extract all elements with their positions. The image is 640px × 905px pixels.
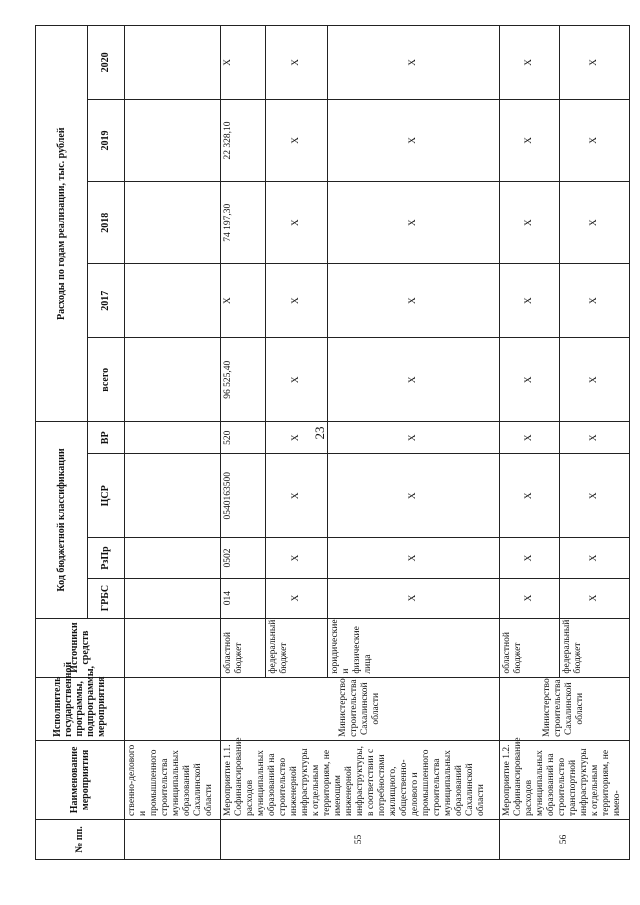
row55-executor: Министерство строительства Сахалинской области — [221, 677, 499, 740]
row55-source-1: федеральный бюджет — [265, 618, 327, 677]
row56-source-0: областной бюджет — [499, 618, 560, 677]
row56-2018-1: X — [560, 182, 630, 264]
row55-name: Мероприятие 1.1. Софинансирование расходов муниципальных образований на строительство инженерной инфраструктуры к отдельным территориям, не имеющим инженерной инфраструктуры, в соответствии с потребностями жилищного, общественно-делового и промышленного строительства муниципальных образований Сахалинской области — [221, 740, 499, 819]
table-row — [221, 26, 265, 860]
row55-csr-1: X — [265, 454, 327, 538]
row55-2018-1: X — [265, 182, 327, 264]
row56-2017-1: X — [560, 264, 630, 338]
row55-rzpr-1: X — [265, 538, 327, 578]
cont-num — [124, 819, 220, 859]
row55-2017-0: X — [221, 264, 265, 338]
row55-2020-0: X — [221, 26, 265, 100]
header-total: всего — [87, 338, 124, 422]
row55-grbs-0: 014 — [221, 578, 265, 618]
row55-grbs-2: X — [327, 578, 499, 618]
page-number: 23 — [312, 426, 327, 440]
row55-rzpr-2: X — [327, 538, 499, 578]
row56-2019-1: X — [560, 99, 630, 181]
cont-name: ственно-делового и промышленного строительства муниципальных образований Сахалинской области — [124, 740, 220, 819]
header-rzpr: РзПр — [87, 538, 124, 578]
row55-2019-1: X — [265, 99, 327, 181]
header-budget-code: Код бюджетной классификации — [36, 422, 88, 618]
row55-total-0: 96 525,40 — [221, 338, 265, 422]
row55-rzpr-0: 0502 — [221, 538, 265, 578]
row56-csr-0: X — [499, 454, 560, 538]
row55-2017-1: X — [265, 264, 327, 338]
row56-total-0: X — [499, 338, 560, 422]
row56-csr-1: X — [560, 454, 630, 538]
row56-name: Мероприятие 1.2. Софинансирование расходов муниципальных образований на строительство транспортной инфраструктуры к отдельным территориям, не имею- — [499, 740, 629, 819]
row55-total-1: X — [265, 338, 327, 422]
header-executor: Исполнитель государственной программы, подпрограммы, мероприятия — [36, 677, 125, 740]
row56-2017-0: X — [499, 264, 560, 338]
budget-table — [35, 25, 630, 860]
row56-2020-0: X — [499, 26, 560, 100]
header-name: Наименование мероприятия — [36, 740, 125, 819]
row55-2020-1: X — [265, 26, 327, 100]
header-2017: 2017 — [87, 264, 124, 338]
row56-grbs-1: X — [560, 578, 630, 618]
row55-vr-0: 520 — [221, 422, 265, 454]
row56-total-1: X — [560, 338, 630, 422]
row55-2018-2: X — [327, 182, 499, 264]
row55-2019-2: X — [327, 99, 499, 181]
row56-source-1: федеральный бюджет — [560, 618, 630, 677]
table-row — [124, 26, 220, 860]
row55-num: 55 — [221, 819, 499, 859]
row55-csr-0: 0540163500 — [221, 454, 265, 538]
header-vr: ВР — [87, 422, 124, 454]
row56-num: 56 — [499, 819, 629, 859]
row55-csr-2: X — [327, 454, 499, 538]
row55-2018-0: 74 197,30 — [221, 182, 265, 264]
row56-executor: Министерство строительства Сахалинской области — [499, 677, 629, 740]
row55-source-0: областной бюджет — [221, 618, 265, 677]
header-2019: 2019 — [87, 99, 124, 181]
row55-2020-2: X — [327, 26, 499, 100]
header-csr: ЦСР — [87, 454, 124, 538]
row56-2019-0: X — [499, 99, 560, 181]
row55-vr-2: X — [327, 422, 499, 454]
row55-2017-2: X — [327, 264, 499, 338]
table-row — [499, 26, 560, 860]
header-expenses: Расходы по годам реализации, тыс. рублей — [36, 26, 88, 422]
row55-grbs-1: X — [265, 578, 327, 618]
header-sources: Источники средств — [36, 618, 125, 677]
row56-vr-1: X — [560, 422, 630, 454]
row56-vr-0: X — [499, 422, 560, 454]
header-grbs: ГРБС — [87, 578, 124, 618]
row56-grbs-0: X — [499, 578, 560, 618]
row55-total-2: X — [327, 338, 499, 422]
row56-2020-1: X — [560, 26, 630, 100]
row55-vr-1: X — [265, 422, 327, 454]
row55-2019-0: 22 328,10 — [221, 99, 265, 181]
row56-rzpr-0: X — [499, 538, 560, 578]
row56-rzpr-1: X — [560, 538, 630, 578]
row56-2018-0: X — [499, 182, 560, 264]
row55-source-2: юридические и физические лица — [327, 618, 499, 677]
header-2018: 2018 — [87, 182, 124, 264]
header-num: № пп. — [36, 819, 125, 859]
header-2020: 2020 — [87, 26, 124, 100]
